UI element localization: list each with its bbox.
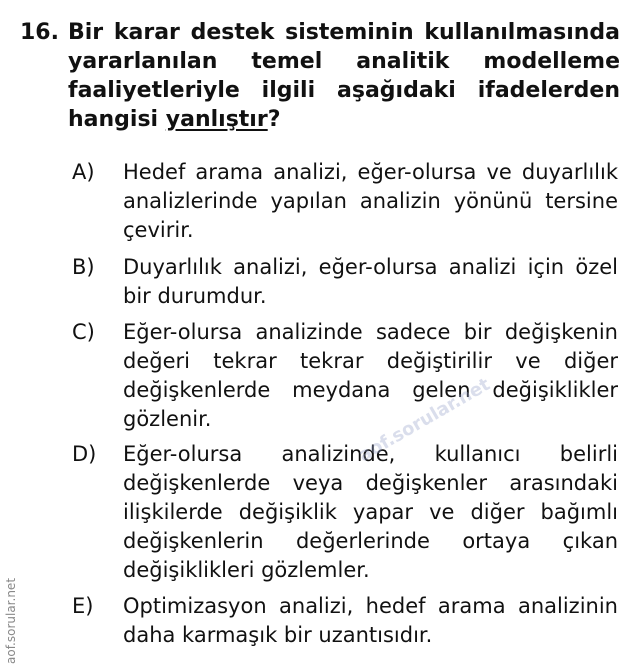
question-stem-emphasis: yanlıştır <box>165 107 268 132</box>
question-number: 16. <box>20 20 59 45</box>
option-text: Optimizasyon analizi, hedef arama analizinin daha karmaşık bir uzantısıdır. <box>123 594 618 647</box>
question-stem-text: Bir karar destek sisteminin kullanılmasında yararlanılan temel analitik modelleme faaliyetleriyle ilgili aşağıdaki ifadelerden hangisi <box>68 20 620 132</box>
option-text: Hedef arama analizi, eğer-olursa ve duyarlılık analizlerinde yapılan analizin yönünü tersine çevirir. <box>123 160 618 242</box>
option-letter: C) <box>72 320 95 344</box>
option-letter: E) <box>72 594 94 618</box>
option-text: Eğer-olursa analizinde, kullanıcı belirli değişkenlerde veya değişkenler arasındaki ilişkilerde değişiklik yapar ve diğer bağımlı değişkenlerin değerlerinde ortaya çıkan değişiklikleri gözlemler. <box>123 442 618 582</box>
option-letter: B) <box>72 255 95 279</box>
question-stem-mark: ? <box>267 107 281 132</box>
option-text: Eğer-olursa analizinde sadece bir değişkenin değeri tekrar tekrar değiştirilir ve diğer değişkenlerde meydana gelen değişiklikler gözlenir. <box>123 320 618 431</box>
watermark-center: aof.sorular.net <box>355 373 494 467</box>
option-letter: A) <box>72 160 95 184</box>
option-text: Duyarlılık analizi, eğer-olursa analizi için özel bir durumdur. <box>123 255 618 308</box>
question-stem <box>68 18 620 134</box>
option-letter: D) <box>72 442 97 466</box>
watermark-side: aof.sorular.net <box>4 577 18 664</box>
